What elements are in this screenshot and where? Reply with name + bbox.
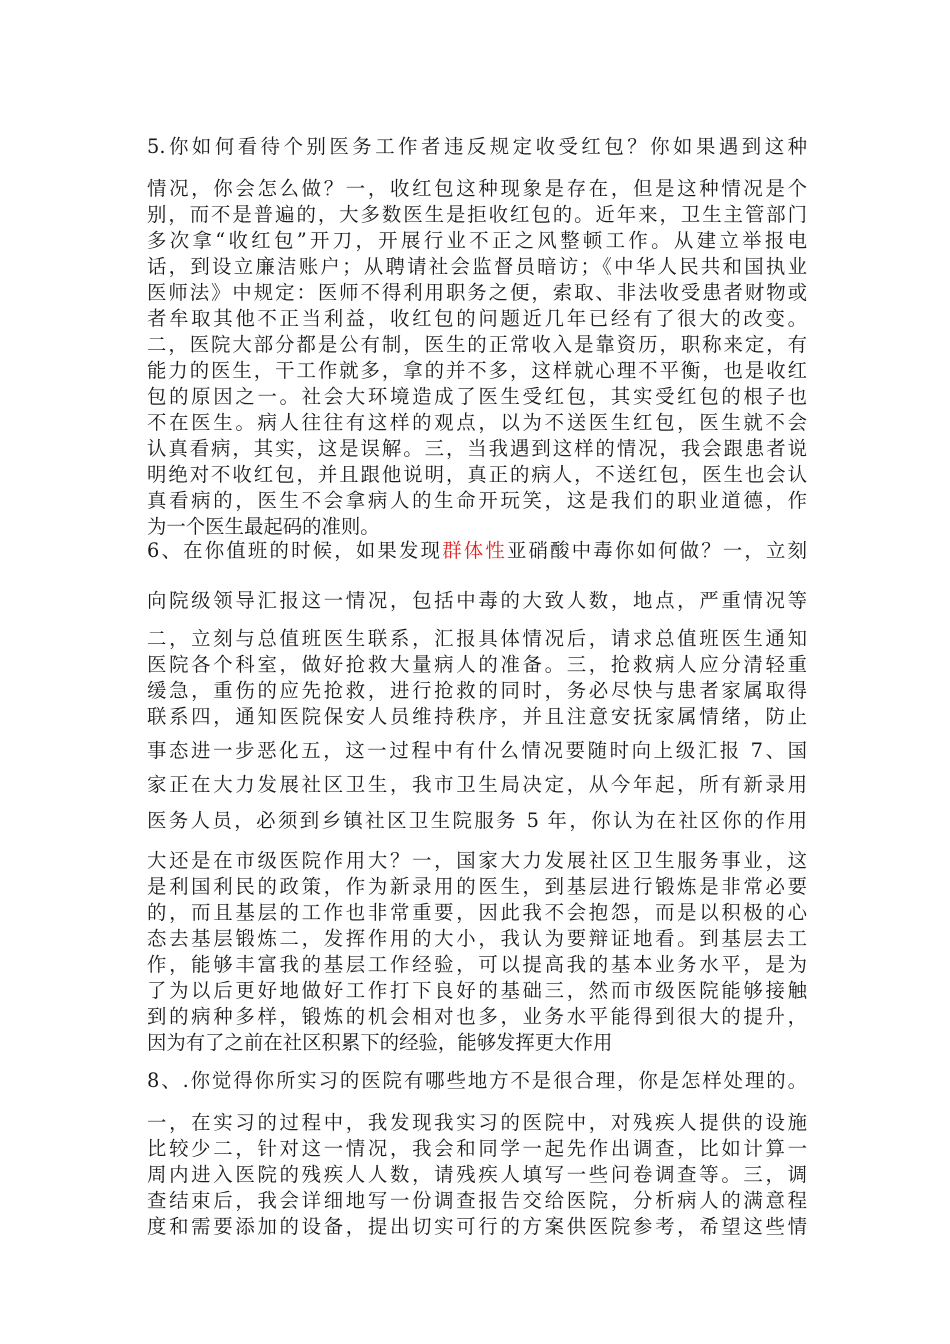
text-line: 医务人员，必须到乡镇社区卫生院服务 5 年，你认为在社区你的作用: [147, 809, 807, 832]
text-segment: 6、在你值班的时候，如果发现: [147, 539, 443, 562]
text-line: 家正在大力发展社区卫生，我市卫生局决定，从今年起，所有新录用: [147, 773, 807, 796]
text-line: 作，能够丰富我的基层工作经验，可以提高我的基本业务水平，是为: [147, 953, 807, 976]
text-line: 事态进一步恶化五，这一过程中有什么情况要随时向上级汇报 7、国: [147, 739, 807, 762]
text-line: 医院各个科室，做好抢救大量病人的准备。三，抢救病人应分清轻重: [147, 653, 807, 676]
text-segment: 亚硝酸中毒你如何做？一，立刻: [506, 539, 807, 562]
text-line: 包的原因之一。社会大环境造成了医生受红包，其实受红包的根子也: [147, 385, 807, 408]
text-line: 者牟取其他不正当利益，收红包的问题近几年已经有了很大的改变。: [147, 307, 807, 330]
text-line: 向院级领导汇报这一情况，包括中毒的大致人数，地点，严重情况等: [147, 589, 807, 612]
text-line: 二，立刻与总值班医生联系，汇报具体情况后，请求总值班医生通知: [147, 627, 807, 650]
text-line: 周内进入医院的残疾人人数，请残疾人填写一些问卷调查等。三，调: [147, 1163, 807, 1186]
text-line: 联系四，通知医院保安人员维持秩序，并且注意安抚家属情绪，防止: [147, 705, 807, 728]
text-line: 为一个医生最起码的准则。: [147, 515, 380, 538]
text-line: 医师法》中规定：医师不得利用职务之便，索取、非法收受患者财物或: [147, 281, 807, 304]
text-line: 明绝对不收红包，并且跟他说明，真正的病人，不送红包，医生也会认: [147, 463, 807, 486]
highlighted-term: 群体性: [442, 539, 507, 562]
text-line: 态去基层锻炼二，发挥作用的大小，我认为要辩证地看。到基层去工: [147, 927, 807, 950]
question-8-line: 8、.你觉得你所实习的医院有哪些地方不是很合理，你是怎样处理的。: [147, 1069, 807, 1092]
text-line: 是利国利民的政策，作为新录用的医生，到基层进行锻炼是非常必要: [147, 875, 807, 898]
text-line: 能力的医生，干工作就多，拿的并不多，这样就心理不平衡，也是收红: [147, 359, 807, 382]
question-6-line: [147, 538, 807, 566]
text-line: 认真看病，其实，这是误解。三，当我遇到这样的情况，我会跟患者说: [147, 437, 807, 460]
text-line: 情况，你会怎么做？一，收红包这种现象是存在，但是这种情况是个: [147, 177, 807, 200]
text-line: 因为有了之前在社区积累下的经验，能够发挥更大作用: [147, 1031, 613, 1054]
text-line: 到的病种多样，锻炼的机会相对也多，业务水平能得到很大的提升，: [147, 1005, 807, 1028]
text-line: 不在医生。病人往往有这样的观点，以为不送医生红包，医生就不会: [147, 411, 807, 434]
text-line: 度和需要添加的设备，提出切实可行的方案供医院参考，希望这些情: [147, 1215, 807, 1238]
text-line: 大还是在市级医院作用大？一，国家大力发展社区卫生服务事业，这: [147, 849, 807, 872]
text-line: 缓急，重伤的应先抢救，进行抢救的同时，务必尽快与患者家属取得: [147, 679, 807, 702]
text-line: 真看病的，医生不会拿病人的生命开玩笑，这是我们的职业道德，作: [147, 489, 807, 512]
text-line: 的，而且基层的工作也非常重要，因此我不会抱怨，而是以积极的心: [147, 901, 807, 924]
text-line: 话，到设立廉洁账户；从聘请社会监督员暗访；《中华人民共和国执业: [147, 255, 807, 278]
text-line: 多次拿“收红包”开刀，开展行业不正之风整顿工作。从建立举报电: [147, 229, 807, 252]
text-line: 查结束后，我会详细地写一份调查报告交给医院，分析病人的满意程: [147, 1189, 807, 1212]
text-line: 别，而不是普遍的，大多数医生是拒收红包的。近年来，卫生主管部门: [147, 203, 807, 226]
text-line: 了为以后更好地做好工作打下良好的基础三，然而市级医院能够接触: [147, 979, 807, 1002]
text-line: 5.你如何看待个别医务工作者违反规定收受红包？你如果遇到这种: [147, 135, 807, 158]
text-line: 比较少二，针对这一情况，我会和同学一起先作出调查，比如计算一: [147, 1137, 807, 1160]
text-line: 二，医院大部分都是公有制，医生的正常收入是靠资历，职称来定，有: [147, 333, 807, 356]
text-line: 一，在实习的过程中，我发现我实习的医院中，对残疾人提供的设施: [147, 1111, 807, 1134]
